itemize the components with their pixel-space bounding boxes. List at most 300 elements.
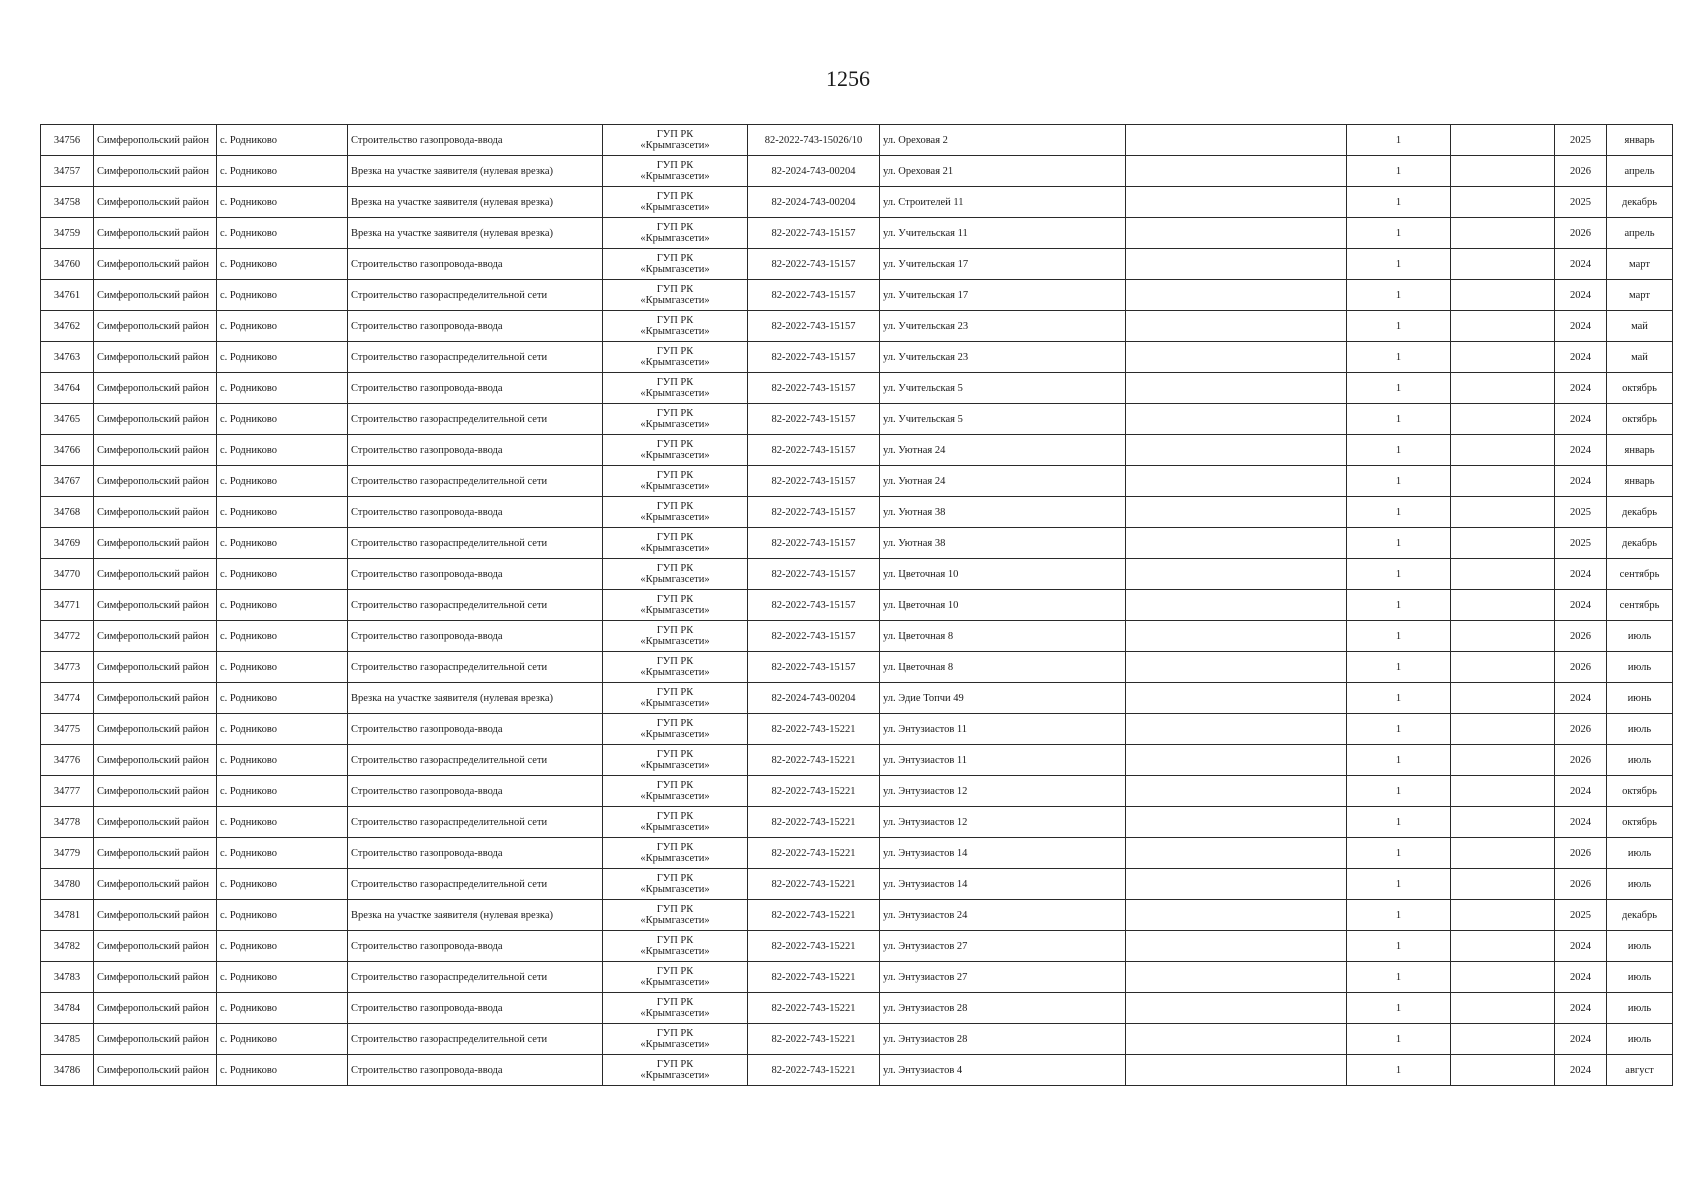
empty-cell bbox=[1126, 342, 1347, 373]
organization-name: ГУП РК bbox=[656, 346, 694, 357]
year-cell: 2024 bbox=[1555, 373, 1607, 404]
address-cell: ул. Ореховая 2 bbox=[880, 125, 1126, 156]
year-cell: 2024 bbox=[1555, 1024, 1607, 1055]
program-code-cell: 82-2022-743-15157 bbox=[748, 218, 880, 249]
quantity-cell: 1 bbox=[1347, 745, 1451, 776]
organization-cell bbox=[603, 1055, 748, 1086]
month-cell: июль bbox=[1607, 931, 1673, 962]
locality-cell: с. Родниково bbox=[217, 373, 348, 404]
year-cell: 2024 bbox=[1555, 993, 1607, 1024]
program-code-cell: 82-2022-743-15221 bbox=[748, 745, 880, 776]
row-number: 34786 bbox=[41, 1055, 94, 1086]
empty-cell bbox=[1451, 590, 1555, 621]
work-type-cell: Строительство газораспределительной сети bbox=[348, 528, 603, 559]
program-code-cell: 82-2022-743-15157 bbox=[748, 280, 880, 311]
row-number: 34779 bbox=[41, 838, 94, 869]
month-cell: май bbox=[1607, 342, 1673, 373]
work-type-cell: Строительство газопровода-ввода bbox=[348, 993, 603, 1024]
page-number: 1256 bbox=[826, 66, 870, 91]
empty-cell bbox=[1126, 869, 1347, 900]
month-cell: октябрь bbox=[1607, 776, 1673, 807]
address-cell: ул. Энтузиастов 14 bbox=[880, 838, 1126, 869]
district-cell: Симферопольский район bbox=[94, 838, 217, 869]
empty-cell bbox=[1126, 652, 1347, 683]
organization-brand: «Крымгазсети» bbox=[640, 729, 710, 740]
empty-cell bbox=[1126, 745, 1347, 776]
organization-cell bbox=[603, 993, 748, 1024]
empty-cell bbox=[1126, 559, 1347, 590]
year-cell: 2024 bbox=[1555, 342, 1607, 373]
address-cell: ул. Учительская 5 bbox=[880, 373, 1126, 404]
locality-cell: с. Родниково bbox=[217, 218, 348, 249]
quantity-cell: 1 bbox=[1347, 683, 1451, 714]
program-code-cell: 82-2022-743-15221 bbox=[748, 931, 880, 962]
organization-cell bbox=[603, 776, 748, 807]
work-type-cell: Строительство газопровода-ввода bbox=[348, 497, 603, 528]
year-cell: 2026 bbox=[1555, 745, 1607, 776]
quantity-cell: 1 bbox=[1347, 125, 1451, 156]
row-number: 34766 bbox=[41, 435, 94, 466]
address-cell: ул. Энтузиастов 24 bbox=[880, 900, 1126, 931]
row-number: 34761 bbox=[41, 280, 94, 311]
program-code-cell: 82-2022-743-15221 bbox=[748, 900, 880, 931]
organization-name: ГУП РК bbox=[656, 749, 694, 760]
work-type-cell: Строительство газопровода-ввода bbox=[348, 621, 603, 652]
organization-brand: «Крымгазсети» bbox=[640, 1070, 710, 1081]
work-type-cell: Врезка на участке заявителя (нулевая врезка) bbox=[348, 156, 603, 187]
organization-cell bbox=[603, 249, 748, 280]
organization-brand: «Крымгазсети» bbox=[640, 667, 710, 678]
organization-cell bbox=[603, 156, 748, 187]
locality-cell: с. Родниково bbox=[217, 621, 348, 652]
quantity-cell: 1 bbox=[1347, 311, 1451, 342]
empty-cell bbox=[1451, 869, 1555, 900]
empty-cell bbox=[1451, 962, 1555, 993]
register-body bbox=[41, 125, 1673, 1086]
organization-name: ГУП РК bbox=[656, 563, 694, 574]
program-code-cell: 82-2022-743-15221 bbox=[748, 1024, 880, 1055]
address-cell: ул. Учительская 11 bbox=[880, 218, 1126, 249]
empty-cell bbox=[1451, 1024, 1555, 1055]
locality-cell: с. Родниково bbox=[217, 1055, 348, 1086]
empty-cell bbox=[1451, 776, 1555, 807]
organization-brand: «Крымгазсети» bbox=[640, 357, 710, 368]
address-cell: ул. Уютная 38 bbox=[880, 528, 1126, 559]
locality-cell: с. Родниково bbox=[217, 962, 348, 993]
empty-cell bbox=[1126, 187, 1347, 218]
empty-cell bbox=[1126, 838, 1347, 869]
district-cell: Симферопольский район bbox=[94, 249, 217, 280]
district-cell: Симферопольский район bbox=[94, 1024, 217, 1055]
program-code-cell: 82-2024-743-00204 bbox=[748, 156, 880, 187]
empty-cell bbox=[1126, 1024, 1347, 1055]
row-number: 34764 bbox=[41, 373, 94, 404]
empty-cell bbox=[1451, 311, 1555, 342]
program-code-cell: 82-2022-743-15221 bbox=[748, 869, 880, 900]
empty-cell bbox=[1451, 125, 1555, 156]
address-cell: ул. Цветочная 10 bbox=[880, 559, 1126, 590]
month-cell: август bbox=[1607, 1055, 1673, 1086]
month-cell: декабрь bbox=[1607, 900, 1673, 931]
program-code-cell: 82-2022-743-15157 bbox=[748, 559, 880, 590]
program-code-cell: 82-2022-743-15157 bbox=[748, 528, 880, 559]
organization-name: ГУП РК bbox=[656, 284, 694, 295]
quantity-cell: 1 bbox=[1347, 714, 1451, 745]
program-code-cell: 82-2022-743-15157 bbox=[748, 249, 880, 280]
month-cell: сентябрь bbox=[1607, 559, 1673, 590]
organization-name: ГУП РК bbox=[656, 718, 694, 729]
row-number: 34775 bbox=[41, 714, 94, 745]
district-cell: Симферопольский район bbox=[94, 714, 217, 745]
table-row bbox=[41, 590, 1673, 621]
work-type-cell: Строительство газораспределительной сети bbox=[348, 1024, 603, 1055]
quantity-cell: 1 bbox=[1347, 590, 1451, 621]
year-cell: 2026 bbox=[1555, 838, 1607, 869]
organization-name: ГУП РК bbox=[656, 1028, 694, 1039]
month-cell: март bbox=[1607, 249, 1673, 280]
program-code-cell: 82-2022-743-15157 bbox=[748, 497, 880, 528]
organization-brand: «Крымгазсети» bbox=[640, 202, 710, 213]
work-type-cell: Врезка на участке заявителя (нулевая врезка) bbox=[348, 218, 603, 249]
organization-cell bbox=[603, 1024, 748, 1055]
row-number: 34760 bbox=[41, 249, 94, 280]
work-type-cell: Строительство газопровода-ввода bbox=[348, 931, 603, 962]
program-code-cell: 82-2022-743-15221 bbox=[748, 993, 880, 1024]
quantity-cell: 1 bbox=[1347, 466, 1451, 497]
month-cell: декабрь bbox=[1607, 528, 1673, 559]
empty-cell bbox=[1126, 125, 1347, 156]
quantity-cell: 1 bbox=[1347, 435, 1451, 466]
year-cell: 2025 bbox=[1555, 900, 1607, 931]
district-cell: Симферопольский район bbox=[94, 807, 217, 838]
district-cell: Симферопольский район bbox=[94, 342, 217, 373]
district-cell: Симферопольский район bbox=[94, 590, 217, 621]
organization-cell bbox=[603, 559, 748, 590]
empty-cell bbox=[1451, 218, 1555, 249]
empty-cell bbox=[1126, 962, 1347, 993]
year-cell: 2024 bbox=[1555, 466, 1607, 497]
address-cell: ул. Эдие Топчи 49 bbox=[880, 683, 1126, 714]
address-cell: ул. Уютная 24 bbox=[880, 435, 1126, 466]
organization-name: ГУП РК bbox=[656, 594, 694, 605]
year-cell: 2026 bbox=[1555, 218, 1607, 249]
organization-brand: «Крымгазсети» bbox=[640, 791, 710, 802]
empty-cell bbox=[1451, 497, 1555, 528]
locality-cell: с. Родниково bbox=[217, 683, 348, 714]
month-cell: март bbox=[1607, 280, 1673, 311]
work-type-cell: Врезка на участке заявителя (нулевая врезка) bbox=[348, 187, 603, 218]
district-cell: Симферопольский район bbox=[94, 900, 217, 931]
district-cell: Симферопольский район bbox=[94, 869, 217, 900]
work-type-cell: Строительство газопровода-ввода bbox=[348, 373, 603, 404]
address-cell: ул. Энтузиастов 12 bbox=[880, 807, 1126, 838]
organization-name: ГУП РК bbox=[656, 966, 694, 977]
empty-cell bbox=[1451, 900, 1555, 931]
work-type-cell: Врезка на участке заявителя (нулевая врезка) bbox=[348, 683, 603, 714]
organization-brand: «Крымгазсети» bbox=[640, 543, 710, 554]
district-cell: Симферопольский район bbox=[94, 993, 217, 1024]
address-cell: ул. Учительская 23 bbox=[880, 311, 1126, 342]
organization-cell bbox=[603, 962, 748, 993]
empty-cell bbox=[1126, 900, 1347, 931]
organization-cell bbox=[603, 218, 748, 249]
organization-brand: «Крымгазсети» bbox=[640, 264, 710, 275]
row-number: 34783 bbox=[41, 962, 94, 993]
locality-cell: с. Родниково bbox=[217, 652, 348, 683]
empty-cell bbox=[1451, 528, 1555, 559]
organization-name: ГУП РК bbox=[656, 687, 694, 698]
empty-cell bbox=[1451, 621, 1555, 652]
organization-name: ГУП РК bbox=[656, 191, 694, 202]
table-row bbox=[41, 125, 1673, 156]
empty-cell bbox=[1126, 404, 1347, 435]
district-cell: Симферопольский район bbox=[94, 373, 217, 404]
table-row bbox=[41, 621, 1673, 652]
organization-name: ГУП РК bbox=[656, 501, 694, 512]
organization-brand: «Крымгазсети» bbox=[640, 295, 710, 306]
district-cell: Симферопольский район bbox=[94, 125, 217, 156]
year-cell: 2026 bbox=[1555, 621, 1607, 652]
address-cell: ул. Цветочная 8 bbox=[880, 652, 1126, 683]
organization-brand: «Крымгазсети» bbox=[640, 481, 710, 492]
organization-brand: «Крымгазсети» bbox=[640, 605, 710, 616]
table-row bbox=[41, 249, 1673, 280]
organization-brand: «Крымгазсети» bbox=[640, 884, 710, 895]
quantity-cell: 1 bbox=[1347, 342, 1451, 373]
organization-name: ГУП РК bbox=[656, 439, 694, 450]
program-code-cell: 82-2022-743-15157 bbox=[748, 466, 880, 497]
year-cell: 2024 bbox=[1555, 559, 1607, 590]
quantity-cell: 1 bbox=[1347, 962, 1451, 993]
address-cell: ул. Цветочная 8 bbox=[880, 621, 1126, 652]
month-cell: январь bbox=[1607, 125, 1673, 156]
table-row bbox=[41, 838, 1673, 869]
organization-brand: «Крымгазсети» bbox=[640, 388, 710, 399]
organization-cell bbox=[603, 931, 748, 962]
year-cell: 2026 bbox=[1555, 652, 1607, 683]
organization-brand: «Крымгазсети» bbox=[640, 1039, 710, 1050]
month-cell: январь bbox=[1607, 466, 1673, 497]
table-row bbox=[41, 373, 1673, 404]
organization-brand: «Крымгазсети» bbox=[640, 636, 710, 647]
organization-cell bbox=[603, 838, 748, 869]
table-row bbox=[41, 931, 1673, 962]
year-cell: 2024 bbox=[1555, 931, 1607, 962]
year-cell: 2024 bbox=[1555, 280, 1607, 311]
organization-cell bbox=[603, 807, 748, 838]
empty-cell bbox=[1451, 931, 1555, 962]
locality-cell: с. Родниково bbox=[217, 745, 348, 776]
organization-cell bbox=[603, 125, 748, 156]
organization-name: ГУП РК bbox=[656, 656, 694, 667]
locality-cell: с. Родниково bbox=[217, 869, 348, 900]
table-row bbox=[41, 218, 1673, 249]
quantity-cell: 1 bbox=[1347, 373, 1451, 404]
year-cell: 2026 bbox=[1555, 714, 1607, 745]
locality-cell: с. Родниково bbox=[217, 311, 348, 342]
month-cell: июль bbox=[1607, 993, 1673, 1024]
row-number: 34768 bbox=[41, 497, 94, 528]
month-cell: июль bbox=[1607, 652, 1673, 683]
organization-cell bbox=[603, 869, 748, 900]
empty-cell bbox=[1451, 559, 1555, 590]
organization-brand: «Крымгазсети» bbox=[640, 853, 710, 864]
address-cell: ул. Учительская 5 bbox=[880, 404, 1126, 435]
quantity-cell: 1 bbox=[1347, 621, 1451, 652]
work-type-cell: Строительство газопровода-ввода bbox=[348, 249, 603, 280]
month-cell: апрель bbox=[1607, 156, 1673, 187]
work-type-cell: Строительство газораспределительной сети bbox=[348, 404, 603, 435]
table-row bbox=[41, 1055, 1673, 1086]
year-cell: 2024 bbox=[1555, 311, 1607, 342]
row-number: 34778 bbox=[41, 807, 94, 838]
organization-brand: «Крымгазсети» bbox=[640, 760, 710, 771]
empty-cell bbox=[1451, 714, 1555, 745]
row-number: 34756 bbox=[41, 125, 94, 156]
address-cell: ул. Уютная 24 bbox=[880, 466, 1126, 497]
program-code-cell: 82-2022-743-15221 bbox=[748, 1055, 880, 1086]
empty-cell bbox=[1126, 218, 1347, 249]
empty-cell bbox=[1451, 342, 1555, 373]
work-type-cell: Строительство газораспределительной сети bbox=[348, 962, 603, 993]
year-cell: 2025 bbox=[1555, 187, 1607, 218]
organization-cell bbox=[603, 590, 748, 621]
organization-brand: «Крымгазсети» bbox=[640, 915, 710, 926]
district-cell: Симферопольский район bbox=[94, 962, 217, 993]
table-row bbox=[41, 776, 1673, 807]
empty-cell bbox=[1126, 1055, 1347, 1086]
table-row bbox=[41, 652, 1673, 683]
organization-cell bbox=[603, 342, 748, 373]
table-row bbox=[41, 435, 1673, 466]
table-row bbox=[41, 311, 1673, 342]
quantity-cell: 1 bbox=[1347, 869, 1451, 900]
district-cell: Симферопольский район bbox=[94, 435, 217, 466]
year-cell: 2025 bbox=[1555, 497, 1607, 528]
locality-cell: с. Родниково bbox=[217, 466, 348, 497]
quantity-cell: 1 bbox=[1347, 900, 1451, 931]
work-type-cell: Строительство газопровода-ввода bbox=[348, 776, 603, 807]
table-row bbox=[41, 745, 1673, 776]
address-cell: ул. Ореховая 21 bbox=[880, 156, 1126, 187]
month-cell: октябрь bbox=[1607, 373, 1673, 404]
row-number: 34781 bbox=[41, 900, 94, 931]
organization-cell bbox=[603, 745, 748, 776]
program-code-cell: 82-2022-743-15157 bbox=[748, 404, 880, 435]
empty-cell bbox=[1126, 156, 1347, 187]
organization-brand: «Крымгазсети» bbox=[640, 512, 710, 523]
program-code-cell: 82-2022-743-15221 bbox=[748, 776, 880, 807]
organization-brand: «Крымгазсети» bbox=[640, 450, 710, 461]
row-number: 34765 bbox=[41, 404, 94, 435]
register-table bbox=[40, 124, 1673, 1086]
row-number: 34762 bbox=[41, 311, 94, 342]
organization-name: ГУП РК bbox=[656, 873, 694, 884]
organization-name: ГУП РК bbox=[656, 780, 694, 791]
table-row bbox=[41, 528, 1673, 559]
row-number: 34758 bbox=[41, 187, 94, 218]
program-code-cell: 82-2024-743-00204 bbox=[748, 683, 880, 714]
table-row bbox=[41, 1024, 1673, 1055]
table-row bbox=[41, 497, 1673, 528]
month-cell: июль bbox=[1607, 962, 1673, 993]
table-row bbox=[41, 404, 1673, 435]
month-cell: июль bbox=[1607, 838, 1673, 869]
row-number: 34759 bbox=[41, 218, 94, 249]
year-cell: 2024 bbox=[1555, 1055, 1607, 1086]
row-number: 34777 bbox=[41, 776, 94, 807]
address-cell: ул. Учительская 17 bbox=[880, 280, 1126, 311]
empty-cell bbox=[1451, 435, 1555, 466]
row-number: 34772 bbox=[41, 621, 94, 652]
locality-cell: с. Родниково bbox=[217, 156, 348, 187]
address-cell: ул. Цветочная 10 bbox=[880, 590, 1126, 621]
month-cell: июнь bbox=[1607, 683, 1673, 714]
district-cell: Симферопольский район bbox=[94, 745, 217, 776]
year-cell: 2024 bbox=[1555, 590, 1607, 621]
organization-name: ГУП РК bbox=[656, 160, 694, 171]
quantity-cell: 1 bbox=[1347, 652, 1451, 683]
district-cell: Симферопольский район bbox=[94, 683, 217, 714]
year-cell: 2026 bbox=[1555, 156, 1607, 187]
work-type-cell: Строительство газораспределительной сети bbox=[348, 466, 603, 497]
address-cell: ул. Уютная 38 bbox=[880, 497, 1126, 528]
work-type-cell: Врезка на участке заявителя (нулевая врезка) bbox=[348, 900, 603, 931]
district-cell: Симферопольский район bbox=[94, 528, 217, 559]
empty-cell bbox=[1126, 807, 1347, 838]
locality-cell: с. Родниково bbox=[217, 187, 348, 218]
work-type-cell: Строительство газораспределительной сети bbox=[348, 652, 603, 683]
organization-name: ГУП РК bbox=[656, 997, 694, 1008]
program-code-cell: 82-2022-743-15026/10 bbox=[748, 125, 880, 156]
quantity-cell: 1 bbox=[1347, 404, 1451, 435]
year-cell: 2024 bbox=[1555, 683, 1607, 714]
month-cell: октябрь bbox=[1607, 807, 1673, 838]
organization-brand: «Крымгазсети» bbox=[640, 233, 710, 244]
district-cell: Симферопольский район bbox=[94, 311, 217, 342]
row-number: 34763 bbox=[41, 342, 94, 373]
locality-cell: с. Родниково bbox=[217, 776, 348, 807]
organization-brand: «Крымгазсети» bbox=[640, 698, 710, 709]
locality-cell: с. Родниково bbox=[217, 125, 348, 156]
district-cell: Симферопольский район bbox=[94, 187, 217, 218]
work-type-cell: Строительство газораспределительной сети bbox=[348, 590, 603, 621]
work-type-cell: Строительство газопровода-ввода bbox=[348, 435, 603, 466]
empty-cell bbox=[1451, 683, 1555, 714]
month-cell: декабрь bbox=[1607, 187, 1673, 218]
program-code-cell: 82-2022-743-15157 bbox=[748, 652, 880, 683]
month-cell: июль bbox=[1607, 714, 1673, 745]
organization-brand: «Крымгазсети» bbox=[640, 140, 710, 151]
program-code-cell: 82-2024-743-00204 bbox=[748, 187, 880, 218]
organization-name: ГУП РК bbox=[656, 470, 694, 481]
empty-cell bbox=[1126, 249, 1347, 280]
work-type-cell: Строительство газораспределительной сети bbox=[348, 745, 603, 776]
district-cell: Симферопольский район bbox=[94, 652, 217, 683]
organization-brand: «Крымгазсети» bbox=[640, 822, 710, 833]
work-type-cell: Строительство газопровода-ввода bbox=[348, 559, 603, 590]
district-cell: Симферопольский район bbox=[94, 776, 217, 807]
address-cell: ул. Учительская 23 bbox=[880, 342, 1126, 373]
empty-cell bbox=[1126, 466, 1347, 497]
district-cell: Симферопольский район bbox=[94, 156, 217, 187]
empty-cell bbox=[1451, 745, 1555, 776]
locality-cell: с. Родниково bbox=[217, 280, 348, 311]
program-code-cell: 82-2022-743-15157 bbox=[748, 590, 880, 621]
organization-brand: «Крымгазсети» bbox=[640, 977, 710, 988]
address-cell: ул. Энтузиастов 12 bbox=[880, 776, 1126, 807]
district-cell: Симферопольский район bbox=[94, 1055, 217, 1086]
